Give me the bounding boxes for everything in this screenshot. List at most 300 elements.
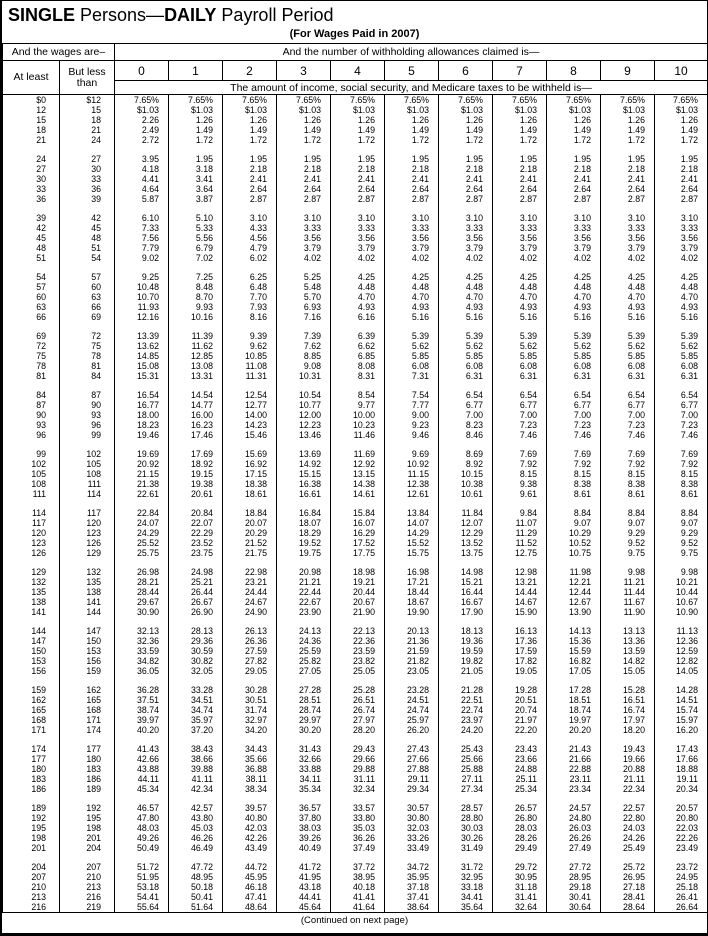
separator-cell	[277, 558, 331, 567]
withholding-amount: 10.00	[331, 410, 385, 420]
withholding-amount: 27.18	[601, 882, 655, 892]
withholding-amount: $1.03	[277, 105, 331, 115]
withholding-amount: 7.65%	[277, 95, 331, 106]
withholding-amount: 1.72	[331, 135, 385, 145]
withholding-amount: 24.98	[169, 567, 223, 577]
wage-at-least: 99	[3, 449, 60, 459]
wage-at-least: 174	[3, 744, 60, 754]
withholding-amount: 14.82	[601, 656, 655, 666]
withholding-amount: 3.33	[655, 223, 708, 233]
separator-cell	[223, 617, 277, 626]
withholding-amount: 4.02	[655, 253, 708, 263]
separator-cell	[655, 853, 708, 862]
separator-cell	[439, 735, 493, 744]
withholding-amount: 7.00	[601, 410, 655, 420]
separator-cell	[385, 558, 439, 567]
separator-cell	[60, 558, 115, 567]
withholding-amount: 4.56	[223, 233, 277, 243]
wage-at-least: 69	[3, 331, 60, 341]
withholding-amount: 43.18	[277, 882, 331, 892]
withholding-amount: 9.61	[493, 489, 547, 499]
withholding-amount: 2.18	[655, 164, 708, 174]
table-row	[3, 823, 708, 833]
withholding-amount: 26.51	[331, 695, 385, 705]
withholding-amount: 21.66	[547, 754, 601, 764]
withholding-amount: 5.33	[169, 223, 223, 233]
table-row	[3, 489, 708, 499]
withholding-amount: 3.33	[331, 223, 385, 233]
withholding-amount: 21.21	[277, 577, 331, 587]
allowance-column-header: 6	[439, 61, 493, 81]
withholding-amount: 34.41	[439, 892, 493, 902]
withholding-amount: 1.26	[223, 115, 277, 125]
withholding-amount: 1.72	[385, 135, 439, 145]
withholding-amount: 30.80	[385, 813, 439, 823]
withholding-amount: 14.54	[169, 390, 223, 400]
withholding-amount: 2.64	[223, 184, 277, 194]
withholding-amount: 11.15	[385, 469, 439, 479]
table-row	[3, 656, 708, 666]
group-separator-row	[3, 145, 708, 154]
withholding-amount: 46.57	[115, 803, 169, 813]
separator-cell	[331, 263, 385, 272]
wage-at-least: 144	[3, 626, 60, 636]
withholding-amount: 9.29	[601, 528, 655, 538]
wage-but-less-than: 51	[60, 243, 115, 253]
separator-cell	[169, 853, 223, 862]
withholding-amount: 33.28	[169, 685, 223, 695]
separator-cell	[331, 440, 385, 449]
separator-cell	[223, 558, 277, 567]
withholding-amount: 9.25	[115, 272, 169, 282]
withholding-amount: 15.05	[601, 666, 655, 676]
table-row	[3, 862, 708, 872]
withholding-amount: $1.03	[493, 105, 547, 115]
withholding-amount: 27.49	[547, 843, 601, 853]
withholding-amount: 24.80	[547, 813, 601, 823]
withholding-amount: 38.66	[169, 754, 223, 764]
table-row	[3, 587, 708, 597]
withholding-amount: 5.62	[601, 341, 655, 351]
withholding-amount: 7.69	[655, 449, 708, 459]
separator-cell	[169, 204, 223, 213]
withholding-amount: 8.38	[547, 479, 601, 489]
withholding-amount: 42.26	[223, 833, 277, 843]
withholding-amount: 47.72	[169, 862, 223, 872]
separator-cell	[3, 263, 60, 272]
withholding-amount: 34.51	[169, 695, 223, 705]
withholding-amount: 1.49	[169, 125, 223, 135]
withholding-amount: 29.05	[223, 666, 277, 676]
withholding-amount: 21.36	[385, 636, 439, 646]
withholding-amount: 23.21	[223, 577, 277, 587]
withholding-amount: 48.95	[169, 872, 223, 882]
withholding-amount: 4.02	[277, 253, 331, 263]
withholding-amount: 25.59	[277, 646, 331, 656]
withholding-amount: 7.54	[385, 390, 439, 400]
withholding-amount: 43.88	[115, 764, 169, 774]
withholding-amount: 2.18	[331, 164, 385, 174]
allowance-column-header: 8	[547, 61, 601, 81]
withholding-amount: 10.77	[277, 400, 331, 410]
wage-but-less-than: 123	[60, 528, 115, 538]
withholding-amount: 30.51	[223, 695, 277, 705]
withholding-amount: 24.95	[655, 872, 708, 882]
withholding-amount: 22.67	[277, 597, 331, 607]
withholding-amount: 18.67	[385, 597, 439, 607]
withholding-amount: 7.65%	[439, 95, 493, 106]
withholding-amount: $1.03	[385, 105, 439, 115]
withholding-amount: 4.02	[601, 253, 655, 263]
withholding-amount: 4.93	[547, 302, 601, 312]
separator-cell	[277, 322, 331, 331]
withholding-amount: 6.39	[331, 331, 385, 341]
withholding-amount: 3.33	[547, 223, 601, 233]
withholding-amount: 7.23	[547, 420, 601, 430]
table-row	[3, 843, 708, 853]
withholding-amount: 43.49	[223, 843, 277, 853]
withholding-amount: 4.70	[385, 292, 439, 302]
withholding-amount: 31.49	[439, 843, 493, 853]
withholding-amount: 5.39	[385, 331, 439, 341]
withholding-amount: 11.90	[601, 607, 655, 617]
withholding-amount: 6.08	[601, 361, 655, 371]
withholding-amount: 33.49	[385, 843, 439, 853]
withholding-amount: 5.16	[655, 312, 708, 322]
withholding-amount: 3.33	[493, 223, 547, 233]
withholding-amount: 7.65%	[331, 95, 385, 106]
withholding-amount: 25.11	[493, 774, 547, 784]
withholding-amount: 20.20	[547, 725, 601, 735]
but-less-than-header: But less than	[60, 61, 115, 95]
withholding-amount: 18.98	[331, 567, 385, 577]
wage-but-less-than: 99	[60, 430, 115, 440]
withholding-amount: 5.39	[493, 331, 547, 341]
table-row	[3, 872, 708, 882]
wage-at-least: 84	[3, 390, 60, 400]
withholding-amount: 27.59	[223, 646, 277, 656]
withholding-amount: 5.16	[385, 312, 439, 322]
wage-but-less-than: 204	[60, 843, 115, 853]
separator-cell	[493, 381, 547, 390]
separator-cell	[60, 440, 115, 449]
separator-cell	[385, 735, 439, 744]
withholding-amount: 8.48	[169, 282, 223, 292]
withholding-amount: 12.38	[385, 479, 439, 489]
separator-cell	[115, 322, 169, 331]
withholding-amount: 10.48	[115, 282, 169, 292]
separator-cell	[115, 499, 169, 508]
withholding-amount: 9.75	[601, 548, 655, 558]
withholding-amount: 22.84	[115, 508, 169, 518]
separator-cell	[493, 440, 547, 449]
withholding-amount: 3.10	[655, 213, 708, 223]
withholding-amount: 15.84	[331, 508, 385, 518]
allowance-column-header: 10	[655, 61, 708, 81]
withholding-amount: 22.03	[655, 823, 708, 833]
withholding-amount: 26.36	[223, 636, 277, 646]
withholding-amount: 18.61	[223, 489, 277, 499]
separator-cell	[439, 145, 493, 154]
withholding-amount: 8.92	[439, 459, 493, 469]
withholding-amount: 21.43	[547, 744, 601, 754]
withholding-amount: 22.07	[169, 518, 223, 528]
separator-cell	[547, 499, 601, 508]
withholding-amount: 1.49	[601, 125, 655, 135]
withholding-amount: 9.02	[115, 253, 169, 263]
wage-at-least: 72	[3, 341, 60, 351]
separator-cell	[223, 853, 277, 862]
withholding-amount: 30.03	[439, 823, 493, 833]
withholding-amount: 4.18	[115, 164, 169, 174]
table-row	[3, 341, 708, 351]
withholding-amount: 12.77	[223, 400, 277, 410]
separator-cell	[277, 735, 331, 744]
wage-but-less-than: 186	[60, 774, 115, 784]
withholding-amount: $1.03	[331, 105, 385, 115]
withholding-amount: $1.03	[115, 105, 169, 115]
separator-cell	[601, 558, 655, 567]
withholding-amount: 21.90	[331, 607, 385, 617]
withholding-amount: 11.52	[493, 538, 547, 548]
at-least-header: At least	[3, 61, 60, 95]
wage-but-less-than: 63	[60, 292, 115, 302]
withholding-amount: 4.25	[547, 272, 601, 282]
wage-at-least: 138	[3, 597, 60, 607]
title-daily: DAILY	[164, 5, 217, 25]
withholding-amount: 30.28	[223, 685, 277, 695]
withholding-amount: 51.95	[115, 872, 169, 882]
withholding-amount: 4.70	[601, 292, 655, 302]
wage-but-less-than: 24	[60, 135, 115, 145]
withholding-amount: 19.36	[439, 636, 493, 646]
withholding-amount: 27.11	[439, 774, 493, 784]
separator-cell	[655, 617, 708, 626]
wage-at-least: 117	[3, 518, 60, 528]
wage-but-less-than: 45	[60, 223, 115, 233]
withholding-amount: 3.79	[601, 243, 655, 253]
withholding-amount: 16.77	[115, 400, 169, 410]
withholding-amount: 8.85	[277, 351, 331, 361]
separator-cell	[655, 440, 708, 449]
withholding-amount: 20.80	[655, 813, 708, 823]
table-row	[3, 518, 708, 528]
withholding-amount: 17.36	[493, 636, 547, 646]
withholding-amount: 17.69	[169, 449, 223, 459]
withholding-amount: 9.93	[169, 302, 223, 312]
separator-cell	[601, 499, 655, 508]
withholding-amount: 25.18	[655, 882, 708, 892]
wage-at-least: 141	[3, 607, 60, 617]
withholding-amount: 9.69	[385, 449, 439, 459]
withholding-amount: 9.07	[655, 518, 708, 528]
withholding-table	[2, 43, 708, 913]
withholding-amount: 32.95	[439, 872, 493, 882]
wage-but-less-than: 171	[60, 715, 115, 725]
separator-cell	[601, 794, 655, 803]
wage-at-least: 66	[3, 312, 60, 322]
table-row	[3, 813, 708, 823]
withholding-amount: 21.15	[115, 469, 169, 479]
withholding-amount: 36.57	[277, 803, 331, 813]
withholding-amount: 47.80	[115, 813, 169, 823]
withholding-amount: 3.79	[277, 243, 331, 253]
wage-but-less-than: 42	[60, 213, 115, 223]
withholding-amount: 42.34	[169, 784, 223, 794]
withholding-amount: 20.29	[223, 528, 277, 538]
wage-but-less-than: 207	[60, 862, 115, 872]
withholding-amount: 5.85	[547, 351, 601, 361]
withholding-amount: 14.51	[655, 695, 708, 705]
separator-cell	[223, 794, 277, 803]
withholding-amount: 19.82	[439, 656, 493, 666]
separator-cell	[277, 145, 331, 154]
withholding-amount: 12.54	[223, 390, 277, 400]
withholding-amount: 14.61	[331, 489, 385, 499]
withholding-amount: 14.28	[655, 685, 708, 695]
title-single: SINGLE	[8, 5, 76, 25]
wage-but-less-than: 132	[60, 567, 115, 577]
wage-but-less-than: 93	[60, 410, 115, 420]
table-row	[3, 528, 708, 538]
wage-at-least: 60	[3, 292, 60, 302]
separator-cell	[385, 145, 439, 154]
wage-at-least: 96	[3, 430, 60, 440]
withholding-amount: 20.67	[331, 597, 385, 607]
wage-at-least: 189	[3, 803, 60, 813]
wage-at-least: 204	[3, 862, 60, 872]
withholding-amount: 41.43	[115, 744, 169, 754]
withholding-amount: 23.82	[331, 656, 385, 666]
withholding-amount: 2.87	[385, 194, 439, 204]
withholding-amount: 23.66	[493, 754, 547, 764]
withholding-amount: 20.57	[655, 803, 708, 813]
table-row	[3, 213, 708, 223]
withholding-amount: 12.07	[439, 518, 493, 528]
withholding-amount: 1.72	[277, 135, 331, 145]
withholding-amount: 8.08	[331, 361, 385, 371]
withholding-amount: 9.29	[655, 528, 708, 538]
wage-at-least: 30	[3, 174, 60, 184]
withholding-amount: 7.65%	[601, 95, 655, 106]
withholding-amount: 13.84	[385, 508, 439, 518]
withholding-amount: 14.13	[547, 626, 601, 636]
withholding-amount: 4.93	[493, 302, 547, 312]
table-row	[3, 685, 708, 695]
withholding-amount: 37.72	[331, 862, 385, 872]
withholding-amount: 28.51	[277, 695, 331, 705]
withholding-amount: 43.80	[169, 813, 223, 823]
withholding-amount: 7.46	[547, 430, 601, 440]
withholding-amount: 1.49	[547, 125, 601, 135]
withholding-amount: 23.90	[277, 607, 331, 617]
withholding-amount: 14.92	[277, 459, 331, 469]
separator-cell	[385, 204, 439, 213]
separator-cell	[115, 204, 169, 213]
withholding-amount: 5.85	[601, 351, 655, 361]
withholding-amount: 23.72	[655, 862, 708, 872]
withholding-amount: 44.72	[223, 862, 277, 872]
withholding-amount: 12.85	[169, 351, 223, 361]
wage-at-least: 24	[3, 154, 60, 164]
withholding-amount: 37.80	[277, 813, 331, 823]
withholding-amount: 7.00	[547, 410, 601, 420]
withholding-amount: 35.34	[277, 784, 331, 794]
withholding-amount: 6.08	[655, 361, 708, 371]
withholding-amount: 25.72	[601, 862, 655, 872]
separator-cell	[277, 263, 331, 272]
withholding-amount: 26.98	[115, 567, 169, 577]
table-row	[3, 331, 708, 341]
separator-cell	[169, 794, 223, 803]
withholding-amount: 27.88	[385, 764, 439, 774]
withholding-amount: 10.44	[655, 587, 708, 597]
withholding-amount: 38.11	[223, 774, 277, 784]
withholding-amount: 7.65%	[169, 95, 223, 106]
withholding-amount: 30.20	[277, 725, 331, 735]
separator-cell	[169, 558, 223, 567]
withholding-amount: 12.92	[331, 459, 385, 469]
separator-cell	[169, 676, 223, 685]
withholding-amount: 11.98	[547, 567, 601, 577]
withholding-amount: 42.03	[223, 823, 277, 833]
wage-at-least: 186	[3, 784, 60, 794]
withholding-amount: 10.92	[385, 459, 439, 469]
table-row	[3, 164, 708, 174]
separator-cell	[547, 145, 601, 154]
wage-but-less-than: 117	[60, 508, 115, 518]
withholding-amount: 26.57	[493, 803, 547, 813]
withholding-amount: 24.74	[385, 705, 439, 715]
withholding-amount: 19.90	[385, 607, 439, 617]
table-row	[3, 626, 708, 636]
withholding-amount: 3.10	[223, 213, 277, 223]
withholding-amount: 4.48	[331, 282, 385, 292]
wage-at-least: 108	[3, 479, 60, 489]
withholding-amount: 12.36	[655, 636, 708, 646]
withholding-amount: 55.64	[115, 902, 169, 913]
wage-at-least: 12	[3, 105, 60, 115]
withholding-amount: 1.26	[331, 115, 385, 125]
withholding-amount: 13.62	[115, 341, 169, 351]
withholding-amount: 26.80	[493, 813, 547, 823]
separator-cell	[655, 145, 708, 154]
withholding-amount: 50.18	[169, 882, 223, 892]
withholding-amount: 10.54	[277, 390, 331, 400]
wage-at-least: 123	[3, 538, 60, 548]
separator-cell	[385, 794, 439, 803]
withholding-amount: 22.51	[439, 695, 493, 705]
wage-at-least: 15	[3, 115, 60, 125]
withholding-amount: 34.72	[385, 862, 439, 872]
withholding-amount: 30.90	[115, 607, 169, 617]
withholding-amount: 3.79	[547, 243, 601, 253]
separator-cell	[331, 499, 385, 508]
withholding-amount: 12.67	[547, 597, 601, 607]
wage-but-less-than: 162	[60, 685, 115, 695]
withholding-amount: 1.72	[169, 135, 223, 145]
withholding-amount: 7.16	[277, 312, 331, 322]
withholding-amount: 17.97	[601, 715, 655, 725]
withholding-amount: 4.93	[439, 302, 493, 312]
separator-cell	[655, 735, 708, 744]
table-row	[3, 469, 708, 479]
withholding-amount: 20.74	[493, 705, 547, 715]
separator-cell	[115, 794, 169, 803]
withholding-amount: 5.87	[115, 194, 169, 204]
withholding-amount: 34.11	[277, 774, 331, 784]
withholding-amount: 24.88	[493, 764, 547, 774]
